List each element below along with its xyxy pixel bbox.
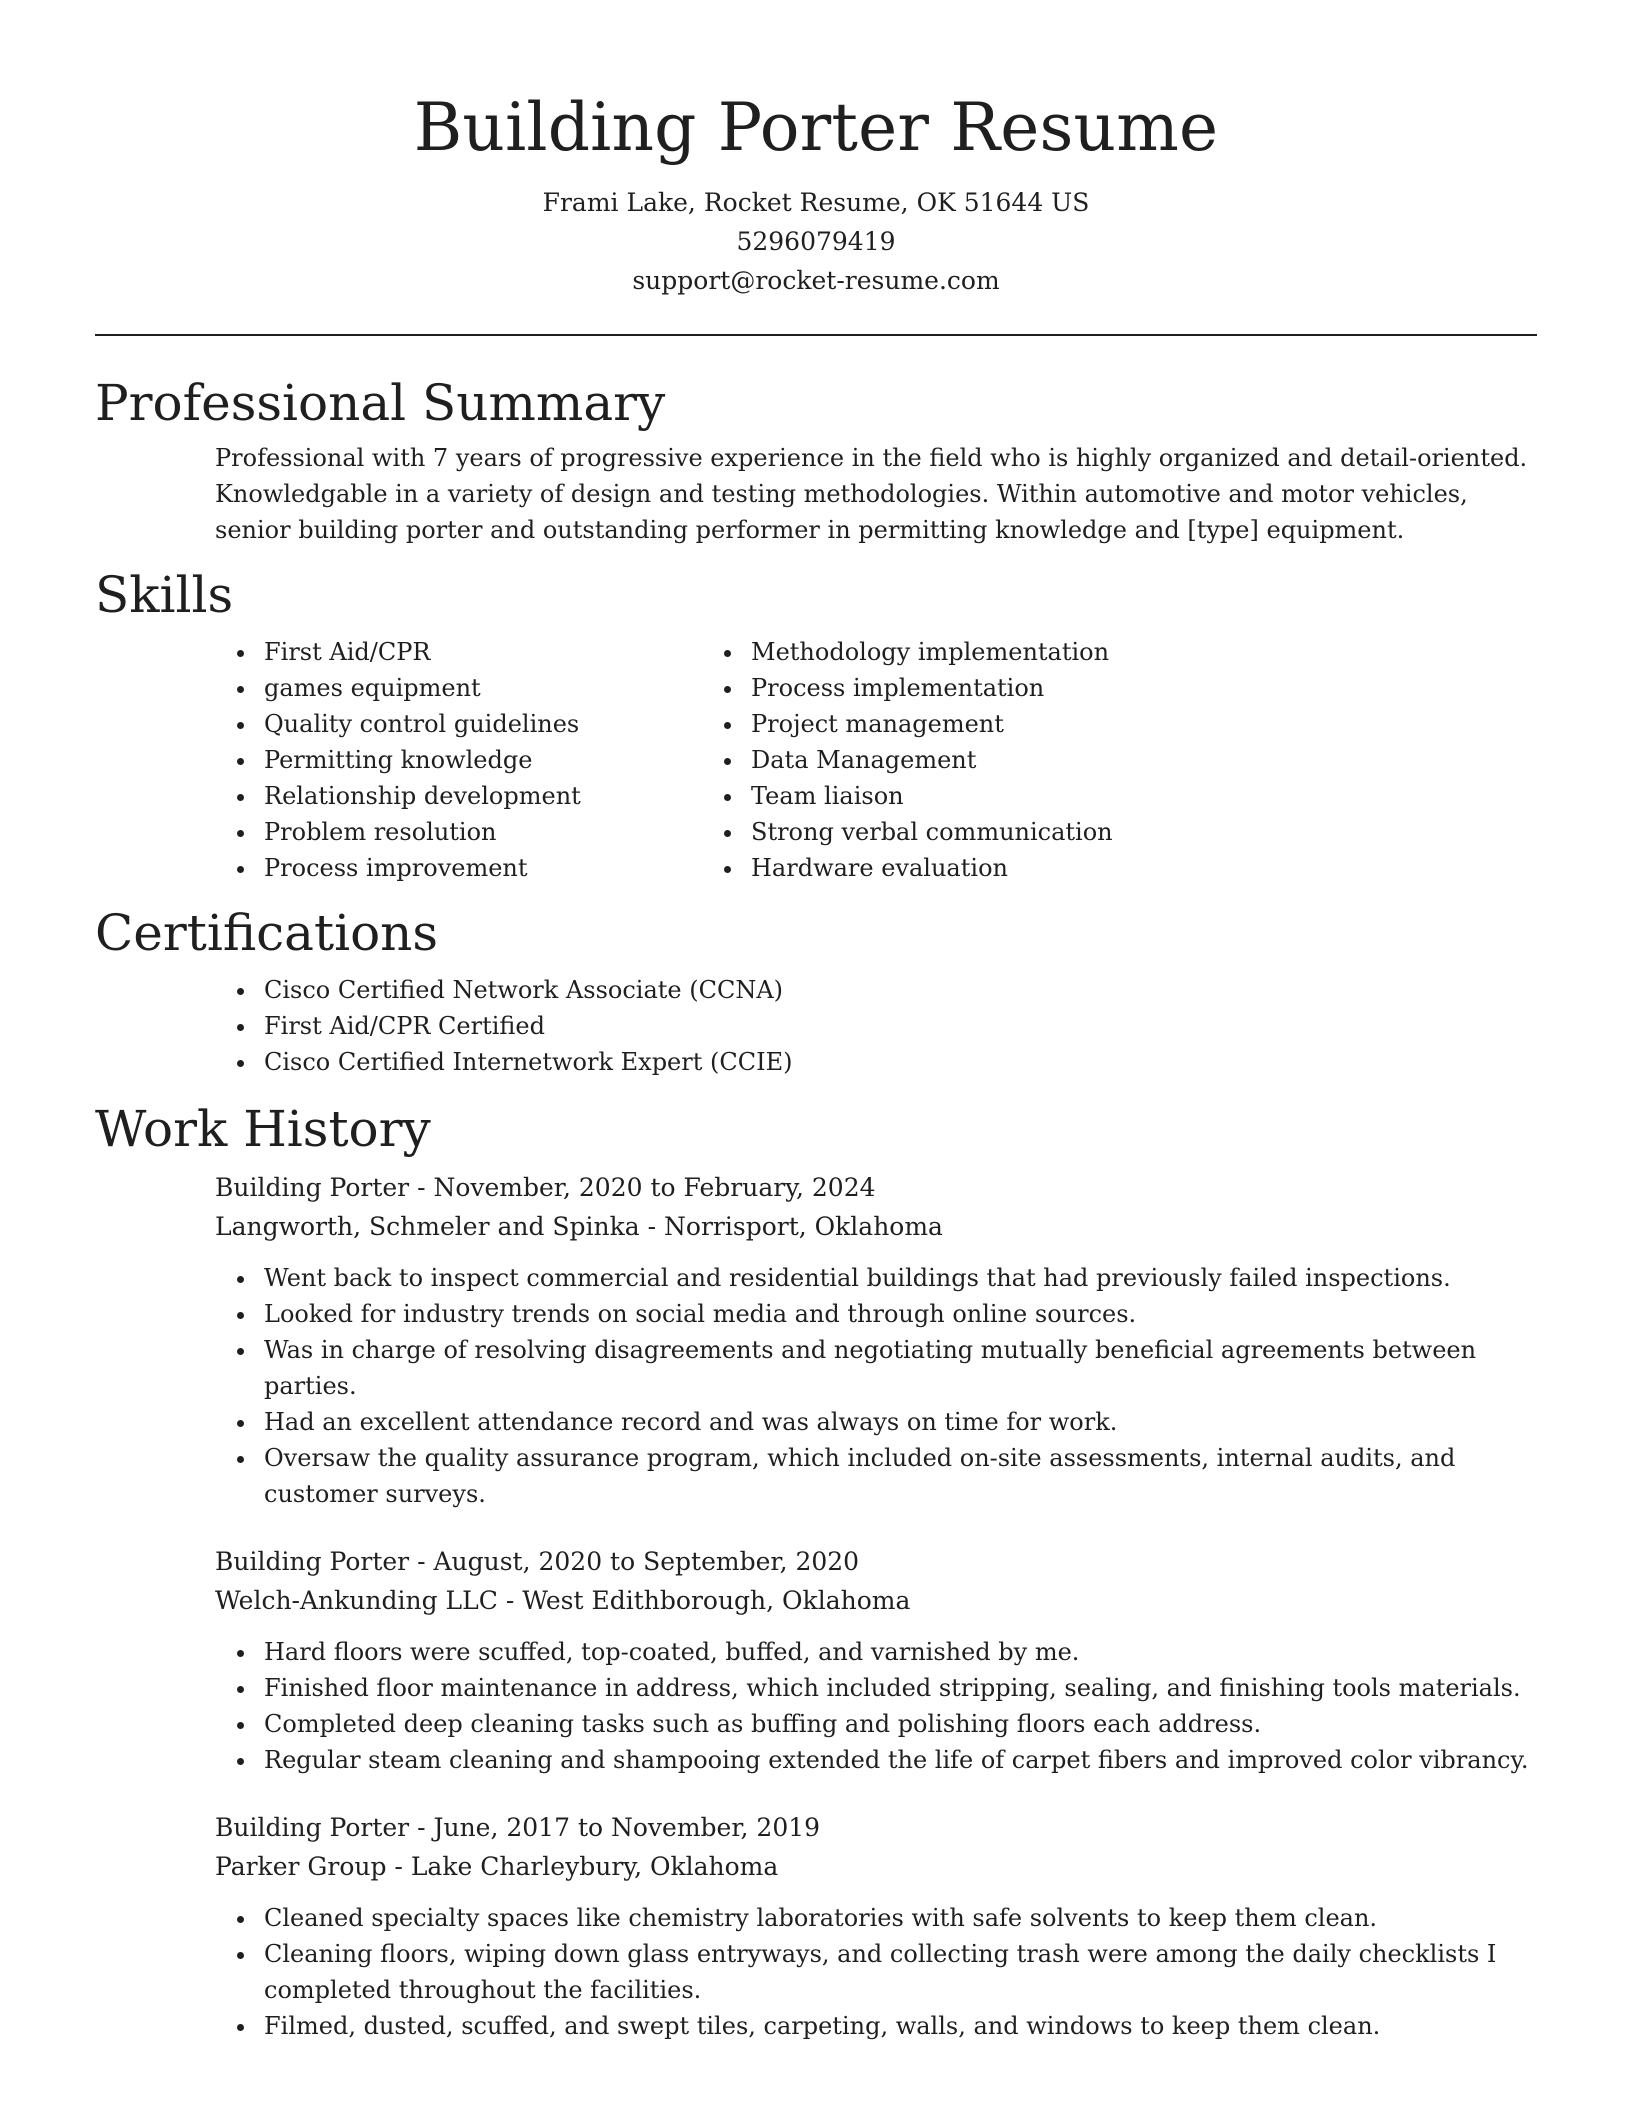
job-bullet: • Completed deep cleaning tasks such as buffing and polishing floors each address. xyxy=(258,1706,1537,1742)
job-bullet: • Finished floor maintenance in address, which included stripping, sealing, and finishing tools materials. xyxy=(258,1670,1537,1706)
skill-item: • Problem resolution xyxy=(258,814,745,850)
work-history-heading: Work History xyxy=(95,1100,431,1158)
job-entry xyxy=(95,1542,1537,1778)
job-bullet: • Looked for industry trends on social media and through online sources. xyxy=(258,1296,1537,1332)
skill-item: • Team liaison xyxy=(745,778,1113,814)
job-bullet: • Filmed, dusted, scuffed, and swept tiles, carpeting, walls, and windows to keep them clean. xyxy=(258,2008,1537,2044)
skill-item: • Strong verbal communication xyxy=(745,814,1113,850)
skills-list-left xyxy=(95,634,745,886)
job-company-line: Langworth, Schmeler and Spinka - Norrisport, Oklahoma xyxy=(215,1212,943,1241)
skill-item: • Project management xyxy=(745,706,1113,742)
contact-address: Frami Lake, Rocket Resume, OK 51644 US xyxy=(542,188,1090,217)
skills-grid xyxy=(95,634,1537,886)
skill-item: • First Aid/CPR xyxy=(258,634,745,670)
header-divider xyxy=(95,334,1537,336)
job-title-line: Building Porter - June, 2017 to November, 2019 xyxy=(215,1813,821,1842)
skill-item: • Process implementation xyxy=(745,670,1113,706)
skills-heading: Skills xyxy=(95,566,234,624)
skill-item: • Quality control guidelines xyxy=(258,706,745,742)
job-bullet: • Oversaw the quality assurance program, which included on-site assessments, internal audits, and customer surveys. xyxy=(258,1440,1537,1512)
certification-item: • Cisco Certified Internetwork Expert (CCIE) xyxy=(258,1044,1537,1080)
skill-item: • Permitting knowledge xyxy=(258,742,745,778)
job-bullet: • Hard floors were scuffed, top-coated, buffed, and varnished by me. xyxy=(258,1634,1537,1670)
job-bullet: • Cleaned specialty spaces like chemistry laboratories with safe solvents to keep them clean. xyxy=(258,1900,1537,1936)
job-company-line: Welch-Ankunding LLC - West Edithborough, Oklahoma xyxy=(215,1586,911,1615)
summary-text: Professional with 7 years of progressive experience in the field who is highly organized and detail-oriented. Knowledgable in a variety of design and testing methodologies. Within automotive and motor vehicles, senior building porter and outstanding performer in permitting knowledge and [type] equipment. xyxy=(215,444,1528,544)
skill-item: • Process improvement xyxy=(258,850,745,886)
job-bullet: • Cleaning floors, wiping down glass entryways, and collecting trash were among the daily checklists I completed throughout the facilities. xyxy=(258,1936,1537,2008)
job-company-line: Parker Group - Lake Charleybury, Oklahoma xyxy=(215,1852,779,1881)
job-bullet: • Was in charge of resolving disagreements and negotiating mutually beneficial agreements between parties. xyxy=(258,1332,1537,1404)
skill-item: • Methodology implementation xyxy=(745,634,1113,670)
job-entry xyxy=(95,1808,1537,2044)
job-title-line: Building Porter - August, 2020 to September, 2020 xyxy=(215,1547,860,1576)
skills-list-right xyxy=(745,634,1113,886)
job-entry xyxy=(95,1168,1537,1512)
certifications-list xyxy=(95,972,1537,1080)
certification-item: • First Aid/CPR Certified xyxy=(258,1008,1537,1044)
contact-phone: 5296079419 xyxy=(736,227,896,256)
resume-title: Building Porter Resume xyxy=(413,89,1219,166)
contact-email: support@rocket-resume.com xyxy=(632,266,1000,295)
job-title-line: Building Porter - November, 2020 to February, 2024 xyxy=(215,1173,876,1202)
job-bullets xyxy=(215,1900,1537,2044)
job-bullet: • Had an excellent attendance record and was always on time for work. xyxy=(258,1404,1537,1440)
job-bullets xyxy=(215,1260,1537,1512)
certifications-heading: Certifications xyxy=(95,904,439,962)
job-bullet: • Regular steam cleaning and shampooing extended the life of carpet fibers and improved color vibrancy. xyxy=(258,1742,1537,1778)
skill-item: • games equipment xyxy=(258,670,745,706)
skill-item: • Relationship development xyxy=(258,778,745,814)
certification-item: • Cisco Certified Network Associate (CCNA) xyxy=(258,972,1537,1008)
summary-heading: Professional Summary xyxy=(95,374,666,432)
skill-item: • Hardware evaluation xyxy=(745,850,1113,886)
job-bullet: • Went back to inspect commercial and residential buildings that had previously failed inspections. xyxy=(258,1260,1537,1296)
contact-block xyxy=(95,183,1537,300)
job-bullets xyxy=(215,1634,1537,1778)
skill-item: • Data Management xyxy=(745,742,1113,778)
